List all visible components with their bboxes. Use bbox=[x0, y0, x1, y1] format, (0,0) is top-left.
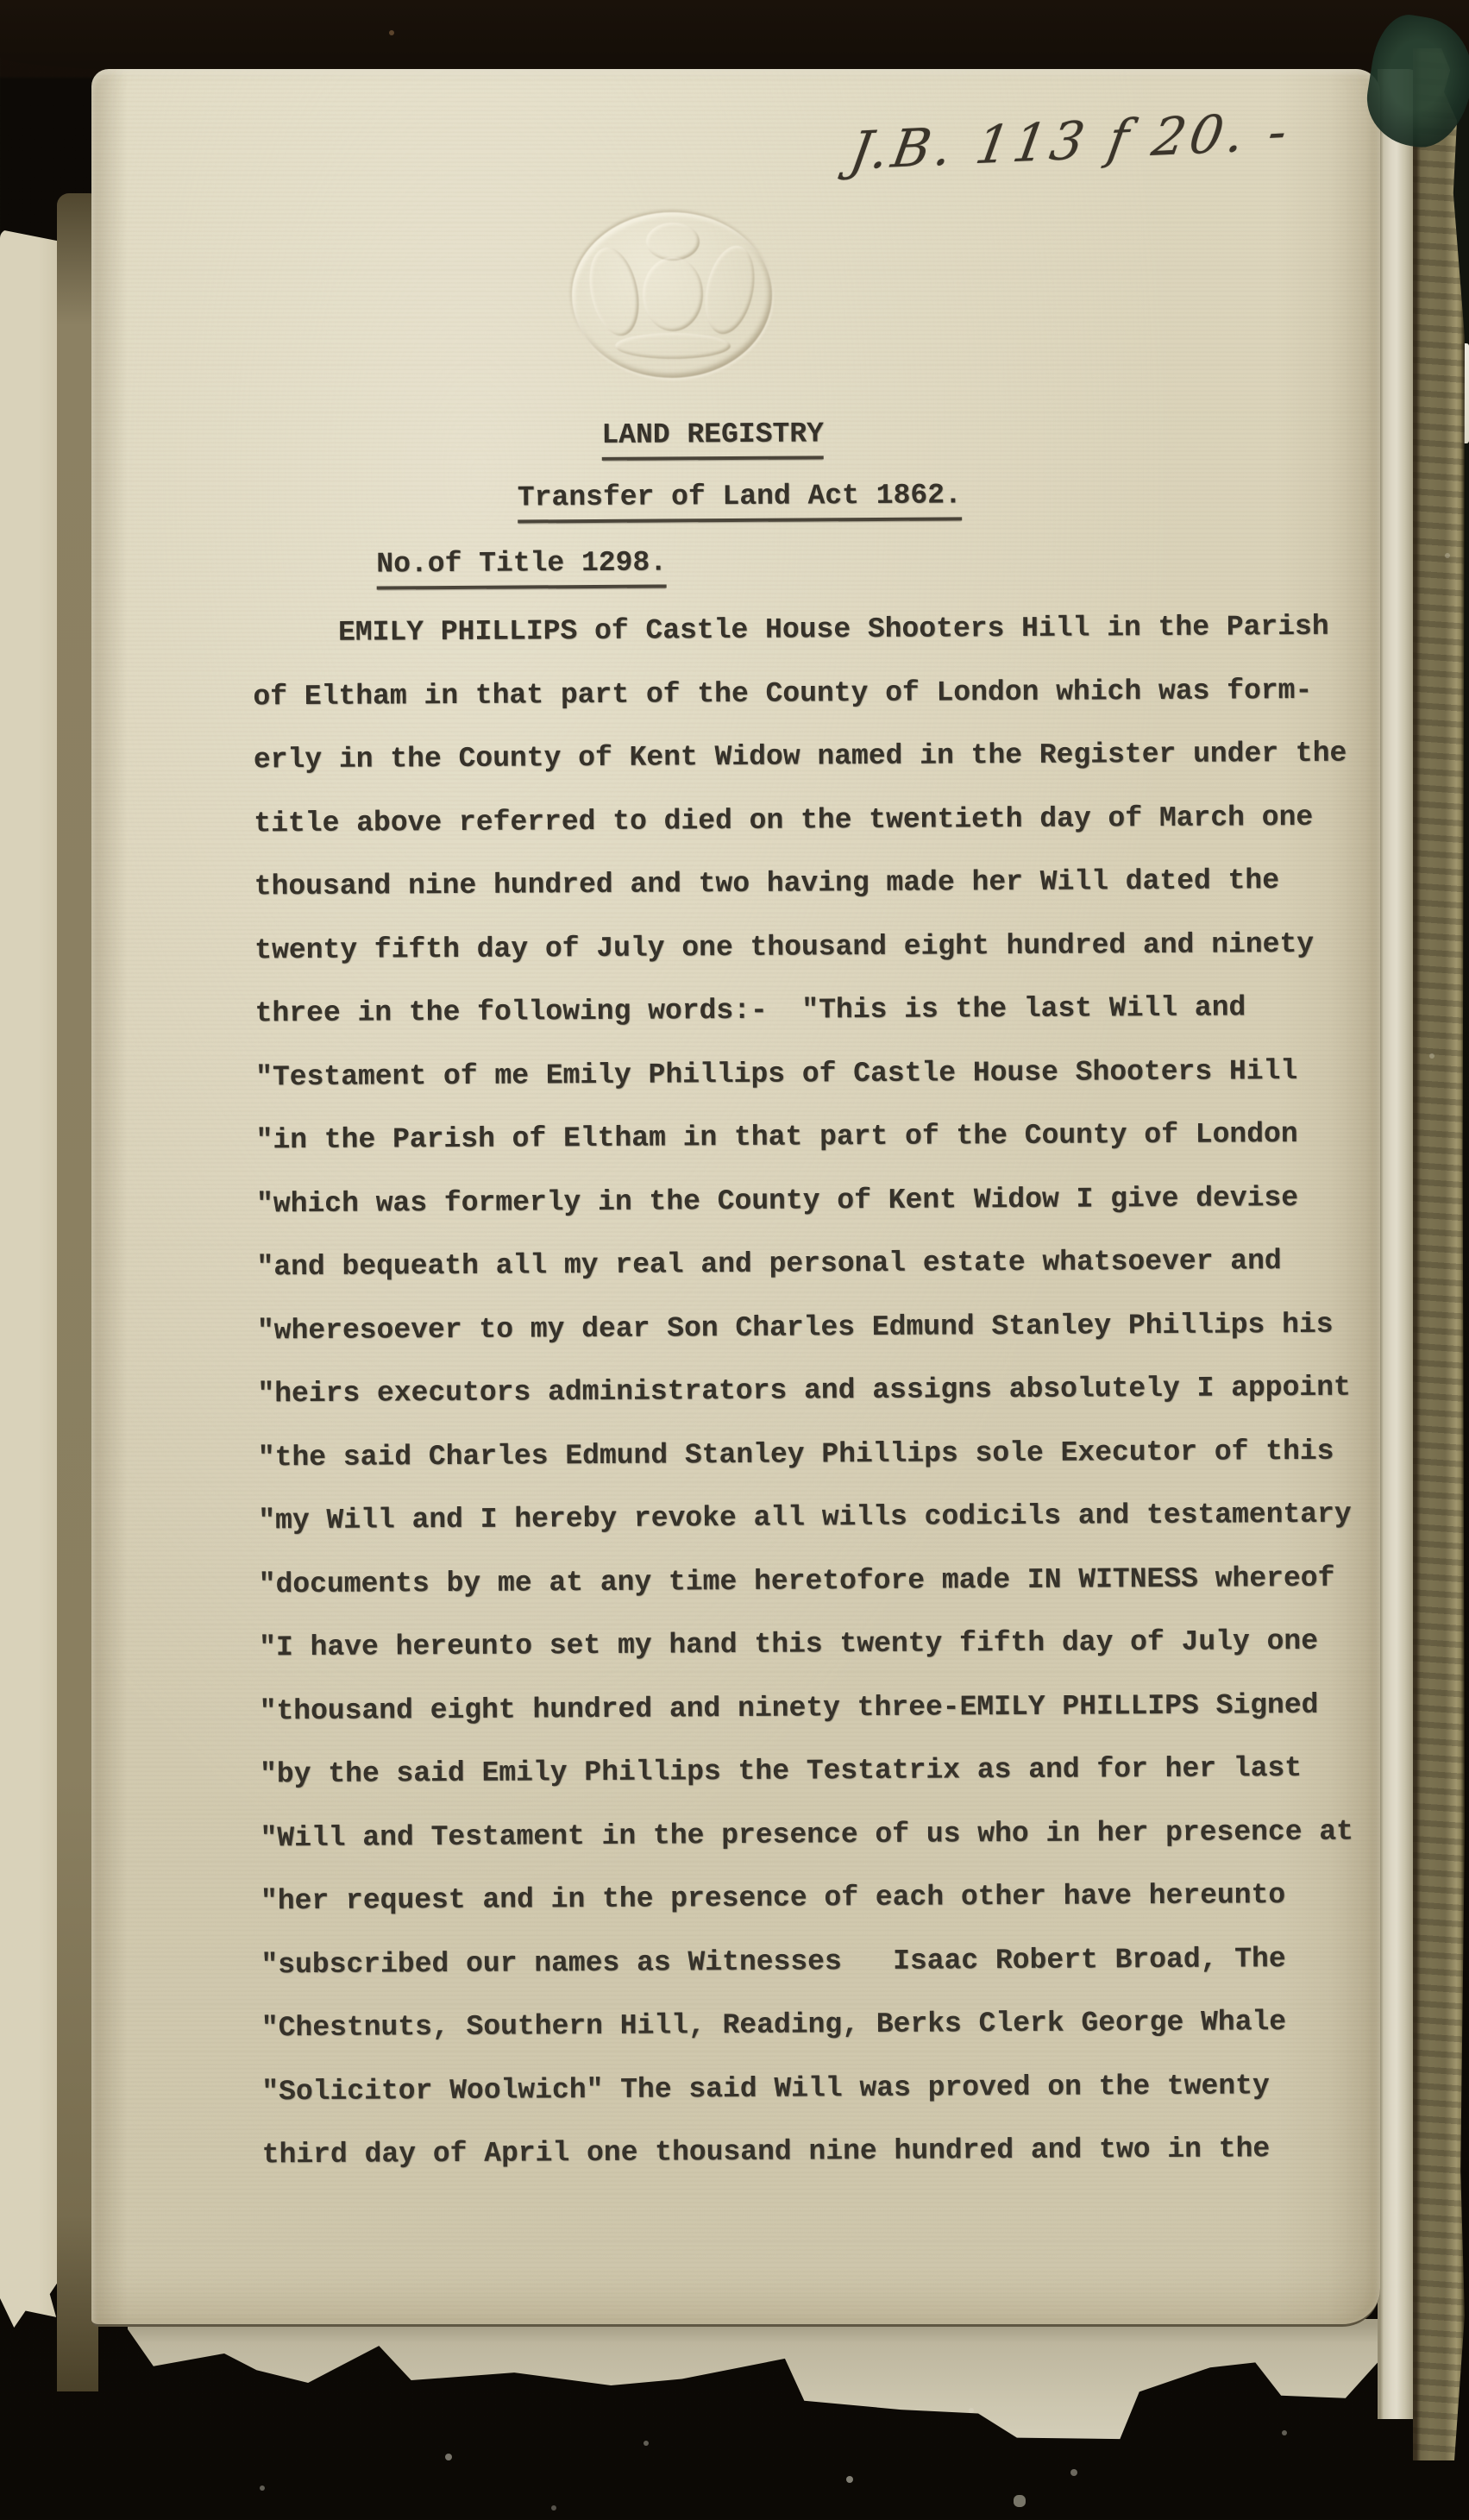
typewritten-line: twenty fifth day of July one thousand eight hundred and ninety bbox=[254, 927, 1315, 966]
seal-shield-motif bbox=[643, 257, 703, 331]
typewritten-line: thousand nine hundred and two having made her Will dated the bbox=[254, 864, 1280, 903]
typewritten-line: "wheresoever to my dear Son Charles Edmund Stanley Phillips his bbox=[256, 1308, 1334, 1347]
dust-specks bbox=[0, 0, 3, 3]
document-subheading-text: Transfer of Land Act 1862. bbox=[518, 479, 962, 523]
right-torn-binding-edge bbox=[1413, 48, 1465, 2460]
title-number-text: No.of Title 1298. bbox=[376, 546, 667, 589]
typewritten-line: "thousand eight hundred and ninety three-EMILY PHILLIPS Signed bbox=[259, 1688, 1319, 1727]
royal-coat-of-arms-embossed-seal-icon bbox=[572, 212, 772, 378]
typewritten-line: "Will and Testament in the presence of us who in her presence at bbox=[260, 1815, 1354, 1854]
handwritten-reference-number: J.B. 113 f 20. - bbox=[845, 101, 1296, 183]
underlying-page-edge-left bbox=[0, 229, 64, 2328]
typewritten-line: "subscribed our names as Witnesses Isaac Robert Broad, The bbox=[261, 1942, 1286, 1981]
typewritten-line: "in the Parish of Eltham in that part of the County of London bbox=[255, 1118, 1298, 1157]
typewritten-line: "Chestnuts, Southern Hill, Reading, Berks Clerk George Whale bbox=[261, 2006, 1287, 2045]
typewritten-line: "documents by me at any time heretofore made IN WITNESS whereof bbox=[258, 1562, 1335, 1600]
typewritten-line: of Eltham in that part of the County of London which was form- bbox=[253, 674, 1313, 713]
page-stack-ragged-bottom-edge bbox=[128, 2319, 1416, 2447]
typewritten-line: "Solicitor Woolwich" The said Will was proved on the twenty bbox=[261, 2069, 1270, 2108]
typewritten-line: "the said Charles Edmund Stanley Phillips sole Executor of this bbox=[257, 1435, 1334, 1474]
typewritten-line: "and bequeath all my real and personal estate whatsoever and bbox=[256, 1245, 1282, 1284]
seal-crown-motif bbox=[646, 223, 700, 261]
typewritten-line: "heirs executors administrators and assigns absolutely I appoint bbox=[257, 1371, 1351, 1411]
typewritten-line: "Testament of me Emily Phillips of Castle House Shooters Hill bbox=[255, 1054, 1298, 1093]
typewritten-line: title above referred to died on the twentieth day of March one bbox=[254, 801, 1314, 839]
document-heading-text: LAND REGISTRY bbox=[601, 418, 824, 461]
typewritten-line: "which was formerly in the County of Kent Widow I give devise bbox=[255, 1181, 1299, 1220]
typewritten-line: three in the following words:- "This is the last Will and bbox=[254, 991, 1246, 1030]
typewritten-line: "I have hereunto set my hand this twenty fifth day of July one bbox=[259, 1624, 1319, 1664]
document-page bbox=[91, 69, 1380, 2327]
typewritten-line: "by the said Emily Phillips the Testatrix as and for her last bbox=[259, 1752, 1303, 1791]
document-body bbox=[253, 594, 1409, 2187]
typewritten-line: "her request and in the presence of each other have hereunto bbox=[260, 1879, 1286, 1918]
seal-lion-supporter-motif bbox=[582, 243, 646, 341]
typewritten-line: "my Will and I hereby revoke all wills codicils and testamentary bbox=[258, 1498, 1352, 1537]
typewritten-line: EMILY PHILLIPS of Castle House Shooters Hill in the Parish bbox=[252, 610, 1329, 650]
seal-unicorn-supporter-motif bbox=[698, 242, 762, 339]
typewritten-line: third day of April one thousand nine hundred and two in the bbox=[261, 2133, 1271, 2171]
typewritten-content bbox=[85, 65, 1387, 2328]
seal-scroll-motif bbox=[615, 333, 731, 359]
typewritten-line: erly in the County of Kent Widow named in the Register under the bbox=[253, 737, 1347, 776]
